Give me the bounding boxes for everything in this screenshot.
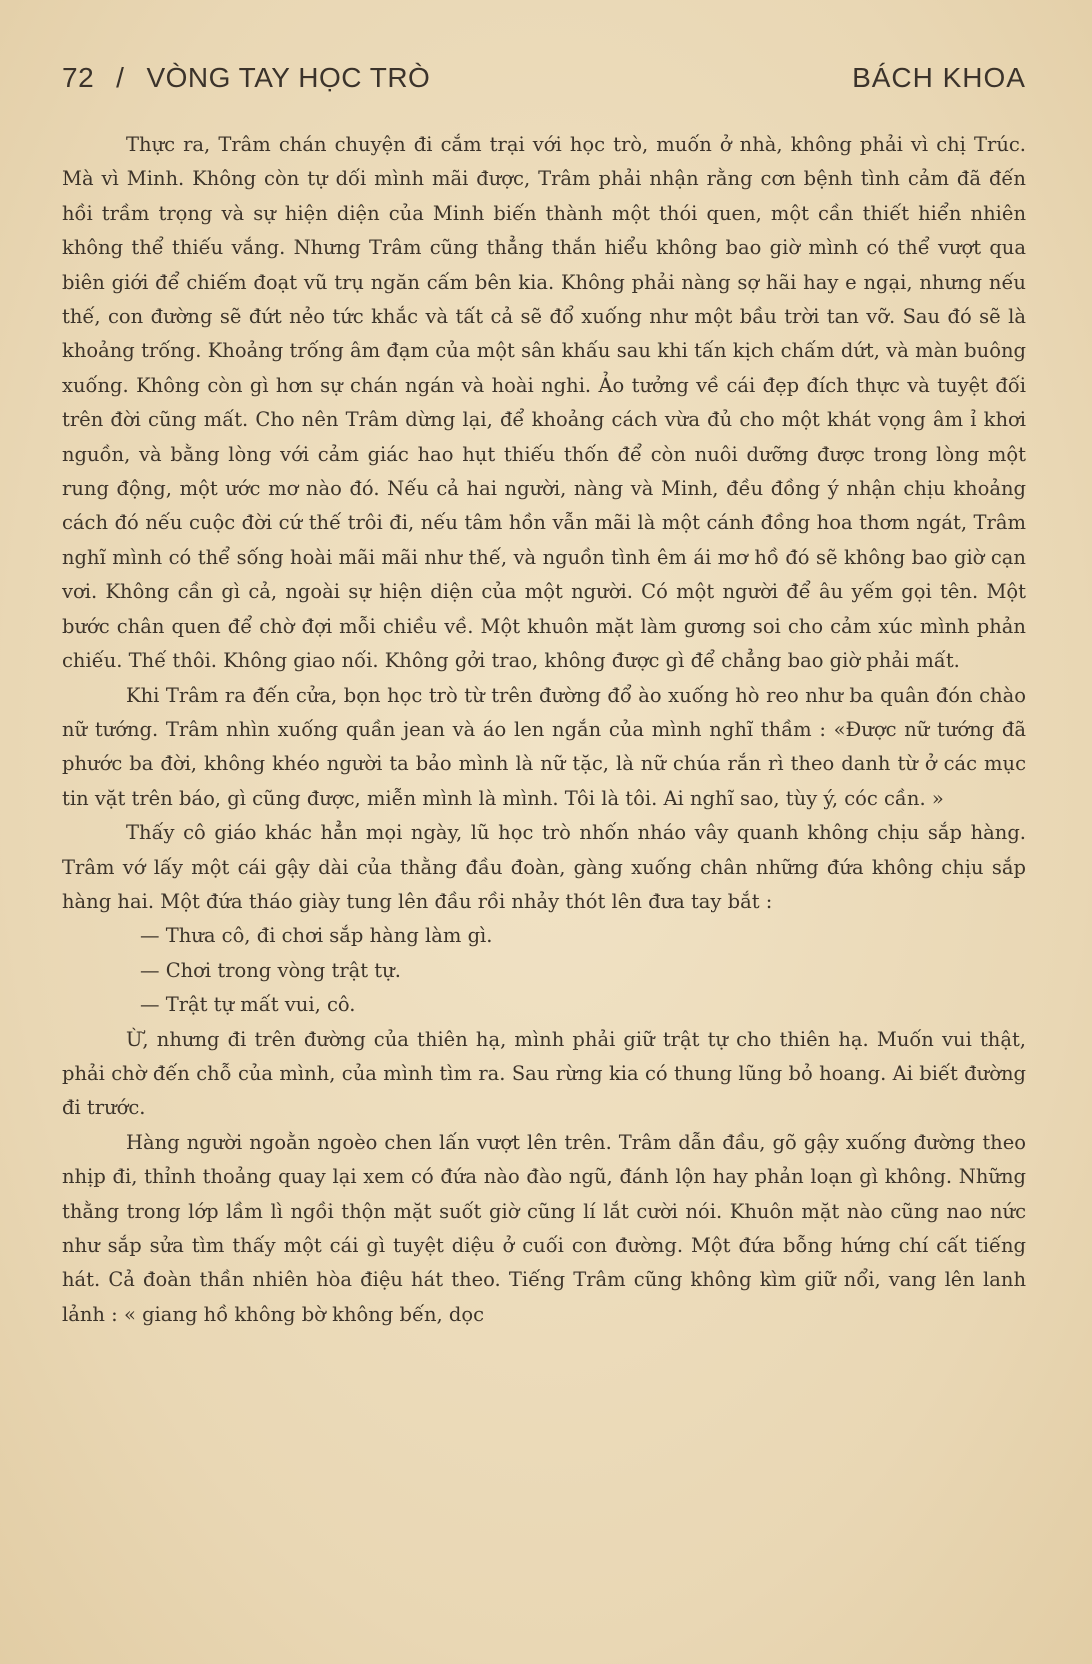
header-separator: / bbox=[116, 62, 125, 93]
paragraph: Khi Trâm ra đến cửa, bọn học trò từ trên đường đổ ào xuống hò reo như ba quân đón chào nữ tướng. Trâm nhìn xuống quần jean và áo len ngắn của mình nghĩ thầm : «Được nữ tướng đã phước ba đời, không khéo người ta bảo mình là nữ tặc, là nữ chúa rắn rì theo danh từ ở các mục tin vặt trên báo, gì cũng được, miễn mình là mình. Tôi là tôi. Ai nghĩ sao, tùy ý, cóc cần. » bbox=[62, 683, 1026, 810]
paragraph: Thực ra, Trâm chán chuyện đi cắm trại với học trò, muốn ở nhà, không phải vì chị Trúc. Mà vì Minh. Không còn tự dối mình mãi được, Trâm phải nhận rằng cơn bệnh tình cảm đã đến hồi trầm trọng và sự hiện diện của Minh biến thành một thói quen, một cần thiết hiển nhiên không thể thiếu vắng. Nhưng Trâm cũng thẳng thắn hiểu không bao giờ mình có thể vượt qua biên giới để chiếm đoạt vũ trụ ngăn cấm bên kia. Không phải nàng sợ hãi hay e ngại, nhưng nếu thế, con đường sẽ đứt nẻo tức khắc và tất cả sẽ đổ xuống như một bầu trời tan vỡ. Sau đó sẽ là khoảng trống. Khoảng trống âm đạm của một sân khấu sau khi tấn kịch chấm dứt, và màn buông xuống. Không còn gì hơn sự chán ngán và hoài nghi. Ảo tưởng về cái đẹp đích thực và tuyệt đối trên đời cũng mất. Cho nên Trâm dừng lại, để khoảng cách vừa đủ cho một khát vọng âm ỉ khơi nguồn, và bằng lòng với cảm giác hao hụt thiếu thốn để còn nuôi dưỡng được trong lòng một rung động, một ước mơ nào đó. Nếu cả hai người, nàng và Minh, đều đồng ý nhận chịu khoảng cách đó nếu cuộc đời cứ thế trôi đi, nếu tâm hồn vẫn mãi là một cánh đồng hoa thơm ngát, Trâm nghĩ mình có thể sống hoài mãi mãi như thế, và nguồn tình êm ái mơ hồ đó sẽ không bao giờ cạn vơi. Không cần gì cả, ngoài sự hiện diện của một người. Có một người để âu yếm gọi tên. Một bước chân quen để chờ đợi mỗi chiều về. Một khuôn mặt làm gương soi cho cảm xúc mình phản chiếu. Thế thôi. Không giao nối. Không gởi trao, không được gì để chẳng bao giờ phải mất. bbox=[62, 133, 1026, 673]
dialogue-line: — Trật tự mất vui, cô. bbox=[140, 993, 356, 1017]
running-header bbox=[62, 62, 1026, 106]
journal-name: BÁCH KHOA bbox=[852, 62, 1026, 93]
paragraph: Hàng người ngoằn ngoèo chen lấn vượt lên trên. Trâm dẫn đầu, gõ gậy xuống đường theo nhịp đi, thỉnh thoảng quay lại xem có đứa nào đào ngũ, đánh lộn hay phản loạn gì không. Những thằng trong lớp lầm lì ngồi thộn mặt suốt giờ cũng lí lắt cười nói. Khuôn mặt nào cũng nao nức như sắp sửa tìm thấy một cái gì tuyệt diệu ở cuối con đường. Một đứa bỗng hứng chí cất tiếng hát. Cả đoàn thần nhiên hòa điệu hát theo. Tiếng Trâm cũng không kìm giữ nổi, vang lên lanh lảnh : « giang hồ không bờ không bến, dọc bbox=[62, 1130, 1026, 1326]
dialogue-line: — Thưa cô, đi chơi sắp hàng làm gì. bbox=[140, 924, 493, 948]
page-body bbox=[62, 128, 1026, 1332]
story-title: VÒNG TAY HỌC TRÒ bbox=[146, 62, 431, 93]
dialogue-line: — Chơi trong vòng trật tự. bbox=[140, 958, 401, 982]
paragraph: Ừ, nhưng đi trên đường của thiên hạ, mình phải giữ trật tự cho thiên hạ. Muốn vui thật, phải chờ đến chỗ của mình, của mình tìm ra. Sau rừng kia có thung lũng bỏ hoang. Ai biết đường đi trước. bbox=[62, 1027, 1026, 1120]
page-number: 72 bbox=[62, 62, 95, 93]
paragraph: Thấy cô giáo khác hẳn mọi ngày, lũ học trò nhốn nháo vây quanh không chịu sắp hàng. Trâm vớ lấy một cái gậy dài của thằng đầu đoàn, gàng xuống chân những đứa không chịu sắp hàng hai. Một đứa tháo giày tung lên đầu rồi nhảy thót lên đưa tay bắt : bbox=[62, 821, 1026, 913]
